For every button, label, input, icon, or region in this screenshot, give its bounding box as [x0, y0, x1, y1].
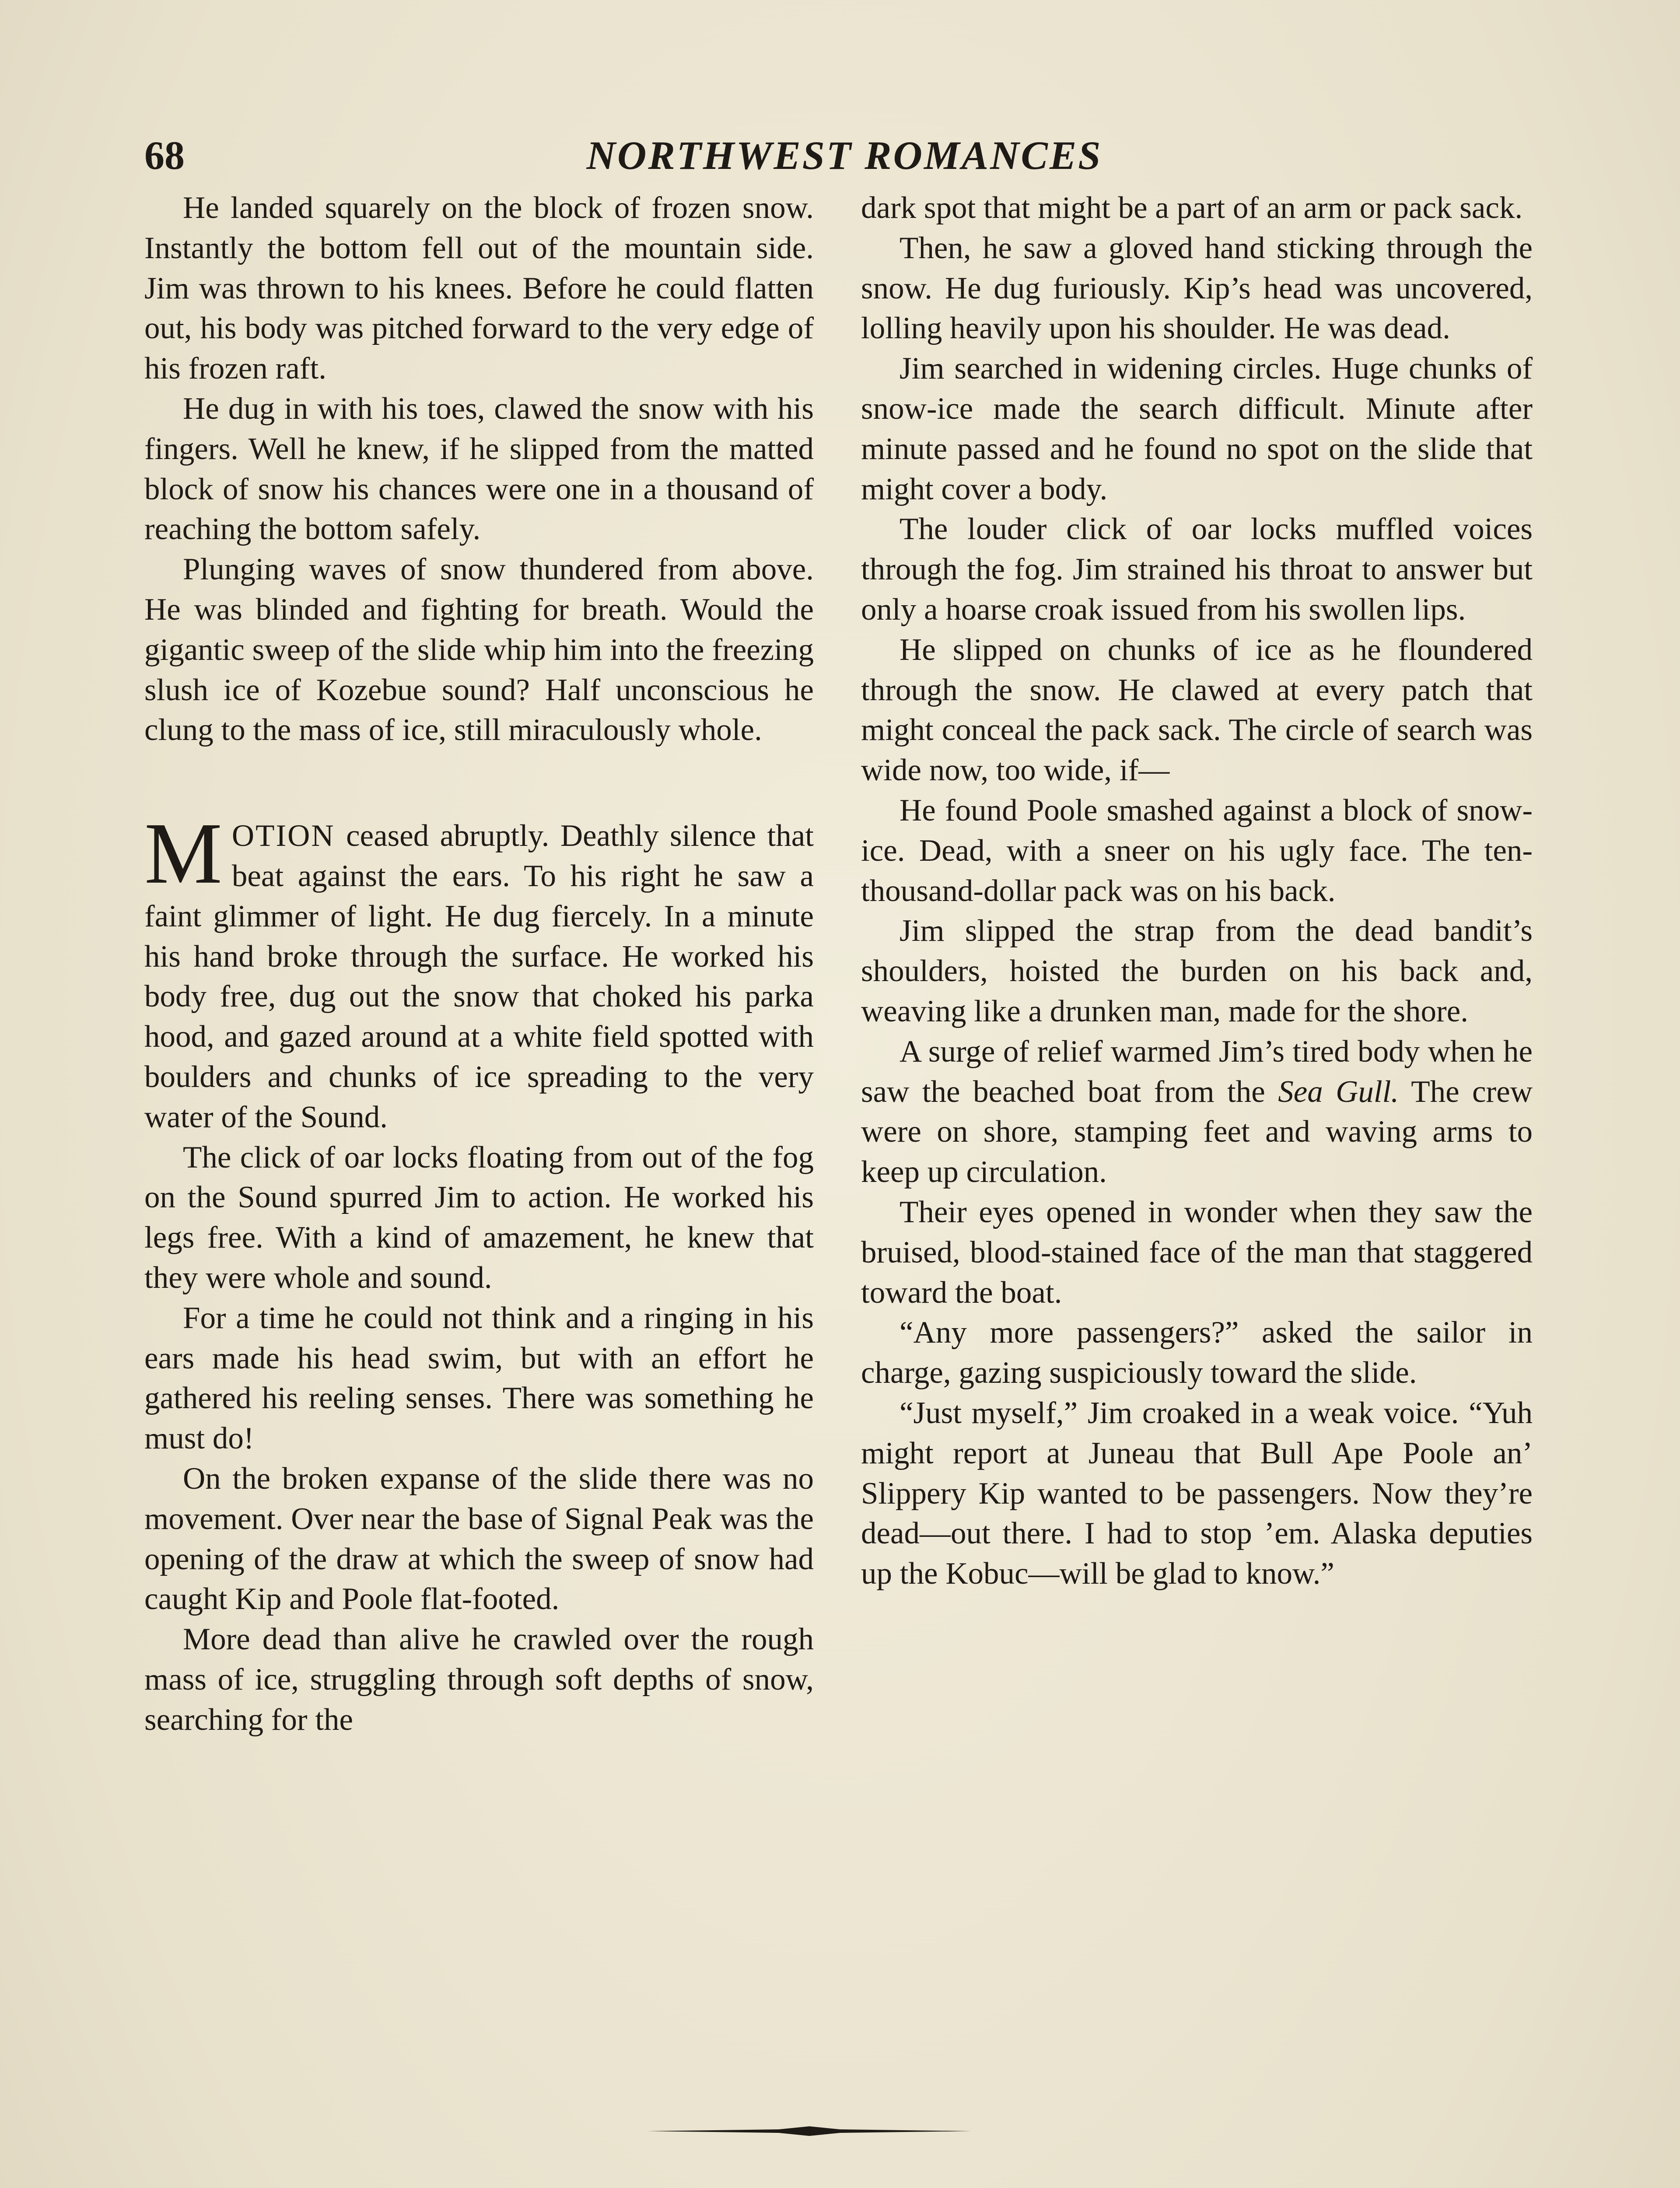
paragraph: For a time he could not think and a ringing in his ears made his head swim, but with an effort he gathered his reeling senses. There was something he must do! [144, 1301, 814, 1456]
left-column [144, 188, 814, 1740]
paragraph: Jim slipped the strap from the dead bandit’s shoulders, hoisted the burden on his back and, weaving like a drunken man, made for the shore. [861, 914, 1533, 1028]
paragraph-text: A surge of relief warmed Jim’s tired body when he saw the beached boat from the [861, 1034, 1533, 1109]
paragraph-text: The crew were on shore, stamping feet and waving arms to keep up circulation. [861, 1074, 1533, 1189]
section-divider [648, 2125, 971, 2138]
paragraph: The louder click of oar locks muffled voices through the fog. Jim strained his throat to answer but only a hoarse croak issued from his swollen lips. [861, 512, 1533, 627]
paragraph-text: ceased abruptly. Deathly silence that beat against the ears. To his right he saw a faint glimmer of light. He dug fiercely. In a minute his hand broke through the surface. He worked his body free, dug out the snow that choked his parka hood, and gazed around at a white field spotted with boulders and chunks of ice spreading to the very water of the Sound. [144, 819, 814, 1134]
paragraph: He landed squarely on the block of frozen snow. Instantly the bottom fell out of the mountain side. Jim was thrown to his knees. Before he could flatten out, his body was pitched forward to the very edge of his frozen raft. [144, 191, 814, 386]
paragraph: “Just myself,” Jim croaked in a weak voice. “Yuh might report at Juneau that Bull Ape Poole an’ Slippery Kip wanted to be passengers. Now they’re dead—out there. I had to stop ’em. Alaska deputies up the Kobuc—will be glad to know.” [861, 1396, 1533, 1591]
paragraph: Their eyes opened in wonder when they saw the bruised, blood-stained face of the man that staggered toward the boat. [861, 1195, 1533, 1310]
paragraph: On the broken expanse of the slide there was no movement. Over near the base of Signal Peak was the opening of the draw at which the sweep of snow had caught Kip and Poole flat-footed. [144, 1461, 814, 1616]
page-header [0, 131, 1680, 188]
publisher-banner [0, 2184, 1680, 2188]
paragraph: More dead than alive he crawled over the rough mass of ice, struggling through soft depths of snow, searching for the [144, 1622, 814, 1737]
running-head: NORTHWEST ROMANCES [586, 133, 1102, 178]
paragraph-continuation: dark spot that might be a part of an arm or pack sack. [861, 191, 1523, 225]
paragraph: He found Poole smashed against a block of snow-ice. Dead, with a sneer on his ugly face. The ten-thousand-dollar pack was on his back. [861, 793, 1533, 908]
paragraph: He slipped on chunks of ice as he floundered through the snow. He clawed at every patch that might conceal the pack sack. The circle of search was wide now, too wide, if— [861, 632, 1533, 788]
paragraph [861, 1032, 1533, 1192]
page-number: 68 [144, 133, 185, 178]
right-column [861, 188, 1533, 1594]
ship-name: Sea Gull. [1278, 1074, 1399, 1109]
drop-cap: M [144, 805, 222, 902]
paragraph: The click of oar locks floating from out of the fog on the Sound spurred Jim to action. He worked his legs free. With a kind of amazement, he knew that they were whole and sound. [144, 1140, 814, 1295]
paragraph: Jim searched in widening circles. Huge chunks of snow-ice made the search difficult. Minute after minute passed and he found no spot on the slide that might cover a body. [861, 351, 1533, 506]
paragraph: “Any more passengers?” asked the sailor in charge, gazing suspiciously toward the slide. [861, 1315, 1533, 1390]
small-caps-lead: OTION [231, 819, 335, 853]
paragraph: Then, he saw a gloved hand sticking through the snow. He dug furiously. Kip’s head was uncovered, lolling heavily upon his shoulder. He was dead. [861, 231, 1533, 346]
paragraph: Plunging waves of snow thundered from above. He was blinded and fighting for breath. Would the gigantic sweep of the slide whip him into the freezing slush ice of Kozebue sound? Half unconscious he clung to the mass of ice, still miraculously whole. [144, 552, 814, 747]
section-opening-paragraph [144, 805, 814, 1137]
paragraph: He dug in with his toes, clawed the snow with his fingers. Well he knew, if he slipped from the matted block of snow his chances were one in a thousand of reaching the bottom safely. [144, 391, 814, 547]
